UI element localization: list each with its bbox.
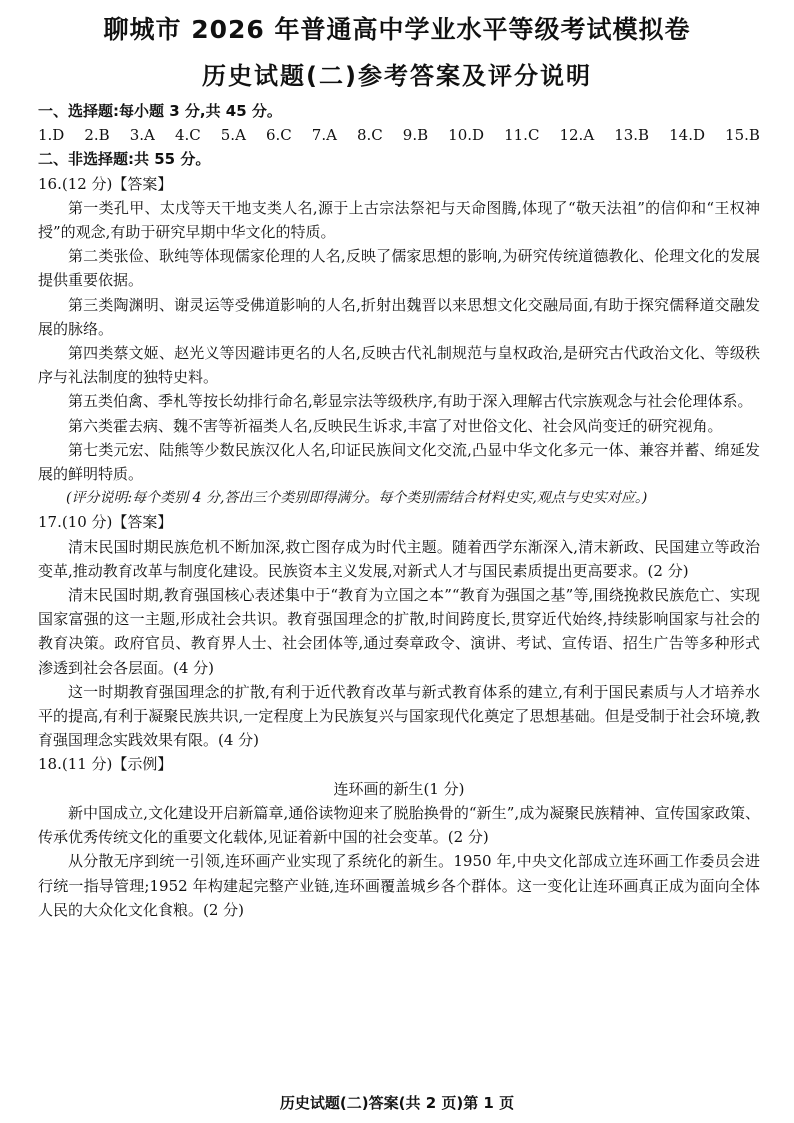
section2-heading: 二、非选择题:共 55 分。 [38,150,211,169]
mc-answer: 10.D [448,126,485,145]
q16-paragraph-7: 第七类元宏、陆熊等少数民族汉化人名,印证民族间文化交流,凸显中华文化多元一体、兼容并蓄、绵延发展的鲜明特质。 [38,440,760,484]
mc-answer: 4.C [174,126,201,145]
q16-paragraph-1: 第一类孔甲、太戊等天干地支类人名,源于上古宗法祭祀与天命图腾,体现了“敬天法祖”的信仰和“王权神授”的观念,有助于研究早期中华文化的特质。 [38,198,760,242]
mc-answer: 12.A [559,126,595,145]
q16-paragraph-2: 第二类张俭、耿纯等体现儒家伦理的人名,反映了儒家思想的影响,为研究传统道德教化、伦理文化的发展提供重要依据。 [38,247,760,290]
mc-answer: 13.B [614,126,650,145]
q18-paragraph-2: 从分散无序到统一引领,连环画产业实现了系统化的新生。1950 年,中央文化部成立连环画工作委员会进行统一指导管理;1952 年构建起完整产业链,连环画覆盖城乡各个群体。这一变化让连环画真正成为面向全体人民的大众化文化食粮。(2 分) [38,852,760,919]
mc-answer: 3.A [129,126,155,145]
mc-answer: 9.B [402,126,429,145]
answer-content [38,99,760,922]
q16-paragraph-6: 第六类霍去病、魏不害等祈福类人名,反映民生诉求,丰富了对世俗文化、社会风尚变迁的研究视角。 [68,416,723,435]
q16-scoring-note: (评分说明:每个类别 4 分,答出三个类别即得满分。每个类别需结合材料史实,观点与史实对应。) [66,490,648,507]
page-subtitle: 历史试题(二)参考答案及评分说明 [202,62,592,90]
q17-label: 17.(10 分)【答案】 [38,513,173,532]
mc-answer: 1.D [38,126,65,145]
q16-label: 16.(12 分)【答案】 [38,174,173,193]
mc-answer: 5.A [220,126,246,145]
q16-paragraph-5: 第五类伯禽、季札等按长幼排行命名,彰显宗法等级秩序,有助于深入理解古代宗族观念与社会伦理体系。 [68,392,753,411]
q17-paragraph-1: 清末民国时期民族危机不断加深,救亡图存成为时代主题。随着西学东渐深入,清末新政、民国建立等政治变革,推动教育改革与制度化建设。民族资本主义发展,对新式人才与国民素质提出更高要求。(2 分) [38,537,760,580]
q16-paragraph-3: 第三类陶渊明、谢灵运等受佛道影响的人名,折射出魏晋以来思想文化交融局面,有助于探究儒释道交融发展的脉络。 [38,295,760,338]
q18-paragraph-1: 新中国成立,文化建设开启新篇章,通俗读物迎来了脱胎换骨的“新生”,成为凝聚民族精神、宣传国家政策、传承优秀传统文化的重要文化载体,见证着新中国的社会变革。(2 分) [38,803,760,847]
q17-paragraph-3: 这一时期教育强国理念的扩散,有利于近代教育改革与新式教育体系的建立,有利于国民素质与人才培养水平的提高,有利于凝聚民族共识,一定程度上为民族复兴与国家现代化奠定了思想基础。但是受制于社会环境,教育强国理念实践效果有限。(4 分) [38,682,760,750]
mc-answer: 11.C [504,126,540,145]
page-footer: 历史试题(二)答案(共 2 页)第 1 页 [279,1094,515,1112]
section1-heading: 一、选择题:每小题 3 分,共 45 分。 [38,102,282,120]
mc-answer: 15.B [725,126,760,145]
mc-answer: 14.D [669,126,705,145]
mc-answer-row [38,123,760,147]
q17-paragraph-2: 清末民国时期,教育强国核心表述集中于“教育为立国之本”“教育为强国之基”等,围绕挽救民族危亡、实现国家富强的这一主题,形成社会共识。教育强国理念的扩散,时间跨度长,贯穿近代始终,持续影响国家与社会的教育决策。政府官员、教育界人士、社会团体等,通过奏章政令、演讲、考试、宣传语、招生广告等多种形式渗透到社会各层面。(4 分) [38,586,760,677]
mc-answer: 8.C [356,126,383,145]
page-title: 聊城市 2026 年普通高中学业水平等级考试模拟卷 [103,15,691,44]
q18-subtitle: 连环画的新生(1 分) [333,779,465,798]
q18-label: 18.(11 分)【示例】 [38,755,173,774]
mc-answer: 2.B [84,126,110,145]
mc-answer: 7.A [311,126,337,145]
mc-answer: 6.C [265,126,292,145]
q16-paragraph-4: 第四类蔡文姬、赵光义等因避讳更名的人名,反映古代礼制规范与皇权政治,是研究古代政治文化、等级秩序与礼法制度的独特史料。 [38,344,760,387]
